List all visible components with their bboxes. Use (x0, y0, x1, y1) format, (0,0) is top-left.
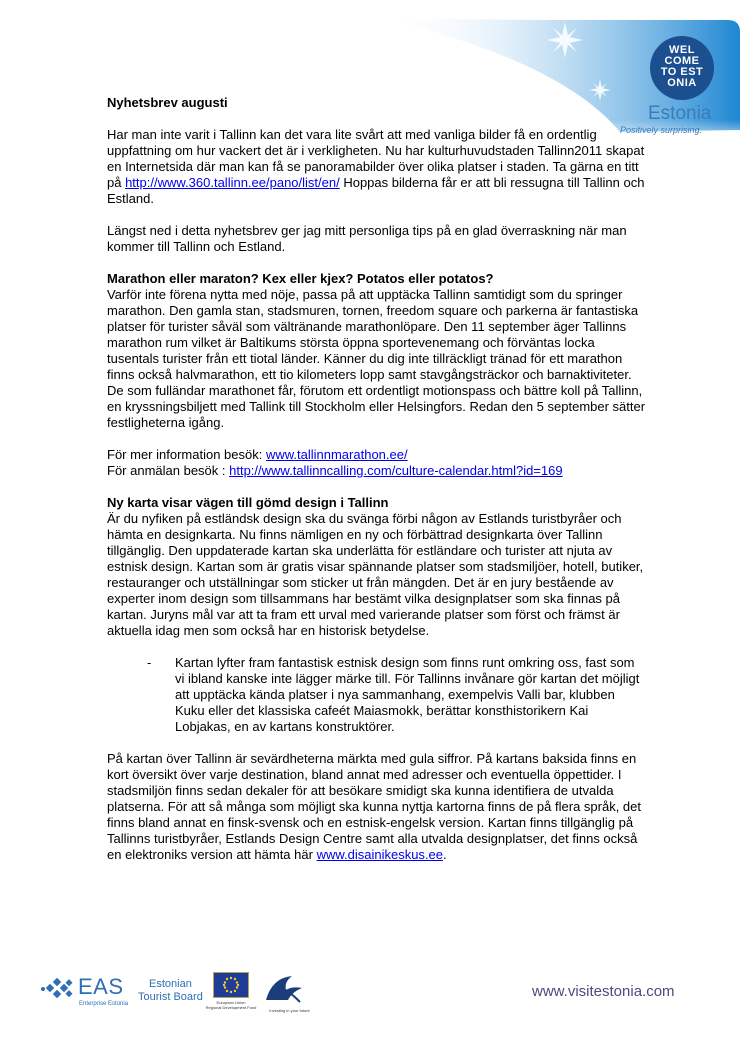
eas-subtitle: Enterprise Estonia (79, 1001, 129, 1007)
tourist-board-line1: Estonian (149, 978, 192, 990)
investing-caption: Investing in your future (269, 1008, 310, 1013)
info-label: För mer information besök: (107, 447, 266, 462)
marathon-link[interactable]: www.tallinnmarathon.ee/ (265, 447, 408, 462)
bullet-text: Kartan lyfter fram fantastisk estnisk design som finns runt omkring oss, fast som vi ibland kanske inte lägger märke till. För Tallinns invånare gör kartan det möjligt att upptäcka kända platser i nya sammanhang, exempelvis Valli bar, klubben Kuku eller det klassiska cafeét Maiasmokk, berättar konsthistorikern Kai Lobjakas, en av kartans konstruktörer. (175, 655, 640, 734)
logo-line: COME (664, 55, 700, 67)
eas-name: EAS (78, 974, 124, 999)
tourist-board-logo (138, 978, 203, 1004)
bullet-dash: - (147, 655, 152, 670)
registration-link[interactable]: http://www.tallinncalling.com/culture-calendar.html?id=169 (229, 463, 563, 478)
logo-slogan: Positively surprising. (620, 125, 703, 135)
design-centre-link[interactable]: www.disainikeskus.ee (316, 847, 444, 862)
closing-text: På kartan över Tallinn är sevärdheterna märkta med gula siffror. På kartans baksida finns en kort översikt över varje destination, bland annat med adresser och eventuella öppettider. I stadsmiljön finns sedan dekaler för att besökare smidigt ska kunna identifiera de utvalda platserna. För att så många som möjligt ska kunna nyttja kartorna finns de på flera språk, det finns bland annat en finsk-svensk och en estnisk-engelsk version. Kartan finns tillgänglig på Tallinns turistbyråer, Estlands Design Centre samt alla utvalda designplatser, det finns också en elektroniks version att hämta här (107, 751, 641, 862)
eu-caption-line1: European Union (216, 1000, 246, 1005)
eu-caption-line2: Regional Development Fund (205, 1005, 257, 1010)
design-map-closing (107, 751, 647, 863)
eas-logo (38, 974, 138, 1014)
intro-paragraph (107, 127, 647, 207)
quote-bullet (147, 655, 647, 735)
design-map-body: Är du nyfiken på estländsk design ska du svänga förbi någon av Estlands turistbyråer och hämta en designkarta. Nu finns nämligen en ny och förbättrad designkarta över Tallinn tillgänglig. Den uppdaterade kartan ska underlätta för estländare och turister att njuta av estnisk design. Kartan som är gratis visar spännande platser som stadsmiljöer, hotell, butiker, restauranger och utställningar som sticker ut från mängden. Det är en jury bestående av experter inom design som tillsammans har bestämt vilka designplatser som ska finnas på kartan. Juryns mål var att ta fram ett urval med varierande platser som först och främst är aktuella idag men som också har en historisk betydelse. (107, 511, 644, 638)
registration-label: För anmälan besök : (107, 463, 230, 478)
bird-icon (262, 972, 312, 1006)
logo-line: WEL (669, 44, 695, 56)
intro-text: Har man inte varit i Tallinn kan det vara lite svårt att med vanliga bilder få en ordentlig uppfattning om hur vackert det är i verkligheten. Nu har kulturhuvudstaden Tallinn2011 skapat en Internetsida där man kan få se panoramabilder över olika platser i staden. Ta gärna en titt på (107, 127, 645, 190)
investing-logo (262, 972, 312, 1020)
footer-url[interactable]: www.visitestonia.com (532, 983, 675, 1000)
eu-logo (203, 972, 258, 1020)
marathon-registration-line (107, 463, 647, 479)
marathon-heading: Marathon eller maraton? Kex eller kjex? Potatos eller potatos? (107, 271, 494, 286)
logo-line: TO EST (660, 66, 704, 78)
marathon-info-line (107, 447, 647, 463)
logo-name: Estonia (648, 103, 712, 124)
eu-caption (203, 1000, 259, 1010)
tourist-board-line2: Tourist Board (138, 991, 203, 1003)
marathon-body: Varför inte förena nytta med nöje, passa på att upptäcka Tallinn samtidigt som du springer marathon. Den gamla stan, stadsmuren, tornen, freedom square och parkerna är fantastiska platser för turister såväl som vältränande marathonlöpare. Den 11 september äger Tallinns marathon rum vilket är Baltikums största öppna sportevenemang och förväntas locka tusentals turister från ett tiotal länder. Känner du dig inte tillräckligt tränad för ett marathon finns också halvmarathon, ett tio kilometers lopp samt stavgångsträckor och barnaktiviteter. De som fulländar marathonet får, förutom ett ordentligt motionspass och bättre koll på Tallinn, en kryssningsbiljett med Tallink till Stockholm eller Helsingfors. Redan den 5 september sätter festligheterna igång. (107, 287, 646, 430)
eu-flag-icon (213, 972, 249, 998)
intro-paragraph-2: Längst ned i detta nyhetsbrev ger jag mitt personliga tips på en glad överraskning när man kommer till Tallinn och Estland. (107, 223, 627, 254)
closing-end: . (443, 847, 447, 862)
logo-line: ONIA (667, 77, 697, 89)
logo-badge (650, 36, 714, 100)
intro-text-end: Hoppas bilderna får er att bli ressugna till Tallinn och Estland. (107, 175, 645, 206)
design-map-heading: Ny karta visar vägen till gömd design i Tallinn (107, 495, 389, 510)
panorama-link[interactable]: http://www.360.tallinn.ee/pano/list/en/ (125, 175, 340, 190)
eas-mark-icon (38, 976, 76, 1002)
footer (0, 970, 746, 1030)
newsletter-body (107, 95, 647, 863)
newsletter-title: Nyhetsbrev augusti (107, 95, 228, 110)
